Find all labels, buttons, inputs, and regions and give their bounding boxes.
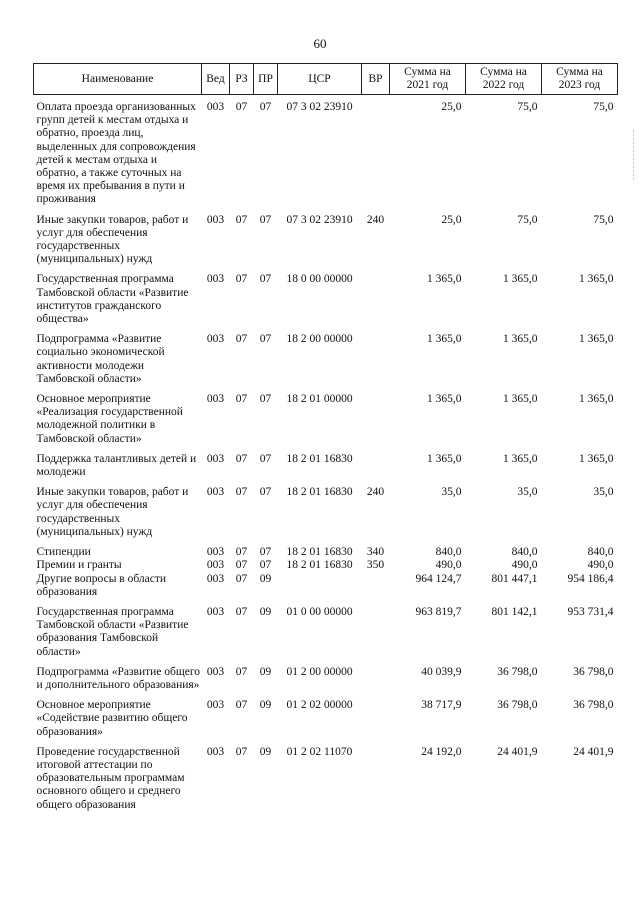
row-ved: 003 — [206, 101, 225, 113]
row-pr: 07 — [259, 546, 272, 559]
table-row — [34, 539, 618, 559]
row-vr — [362, 101, 390, 207]
row-csr: 01 2 02 00000 — [286, 699, 353, 712]
row-csr: 18 2 01 16830 — [286, 559, 353, 572]
row-vr: 340 — [366, 546, 385, 559]
table-body — [34, 95, 618, 812]
row-csr: 07 3 02 23910 — [286, 101, 353, 113]
table-row — [34, 692, 618, 739]
row-sum-2021: 1 365,0 — [427, 333, 462, 346]
row-sum-2021: 40 039,9 — [421, 665, 462, 678]
col-header-sum-2023: Сумма на 2023 год — [542, 64, 618, 95]
table-row — [34, 326, 618, 386]
row-ved: 003 — [206, 546, 225, 559]
row-sum-2021: 38 717,9 — [421, 699, 462, 712]
row-sum-2023: 840,0 — [587, 546, 614, 559]
row-csr: 18 2 01 16830 — [286, 486, 353, 499]
row-vr — [362, 573, 390, 599]
row-rz: 07 — [235, 101, 248, 113]
row-csr: 01 2 00 00000 — [286, 665, 353, 678]
row-sum-2021: 490,0 — [435, 559, 462, 572]
row-sum-2023: 1 365,0 — [579, 273, 614, 286]
row-name: Иные закупки товаров, работ и услуг для обеспечения государственных (муниципальных) нужд — [36, 486, 189, 538]
row-rz: 07 — [235, 273, 248, 286]
row-pr: 07 — [259, 559, 272, 572]
row-ved: 003 — [206, 333, 225, 346]
table-header-row — [34, 64, 618, 95]
row-pr: 07 — [259, 213, 272, 226]
row-pr: 09 — [259, 572, 272, 585]
col-header-pr: ПР — [254, 64, 278, 95]
row-sum-2022: 36 798,0 — [497, 699, 538, 712]
row-pr: 07 — [259, 273, 272, 286]
row-name: Государственная программа Тамбовской области «Развитие образования Тамбовской области» — [36, 605, 189, 658]
row-name: Основное мероприятие «Реализация государственной молодежной политики в Тамбовской области» — [36, 393, 183, 445]
row-csr: 18 2 00 00000 — [286, 333, 353, 346]
row-name: Стипендии — [36, 546, 91, 559]
row-pr: 09 — [259, 665, 272, 678]
row-rz: 07 — [235, 333, 248, 346]
budget-table — [33, 63, 618, 812]
table-row — [34, 573, 618, 599]
row-name: Премии и гранты — [36, 559, 122, 572]
page-number: 60 — [313, 36, 327, 51]
row-pr: 09 — [259, 745, 272, 758]
row-vr — [362, 326, 390, 386]
row-sum-2023: 35,0 — [593, 486, 614, 499]
col-header-csr: ЦСР — [278, 64, 362, 95]
row-sum-2022: 1 365,0 — [503, 273, 538, 286]
row-sum-2022: 1 365,0 — [503, 393, 538, 406]
row-pr: 09 — [259, 605, 272, 618]
row-sum-2023: 1 365,0 — [579, 333, 614, 346]
row-sum-2022: 1 365,0 — [503, 333, 538, 346]
row-ved: 003 — [206, 213, 225, 226]
row-name: Иные закупки товаров, работ и услуг для обеспечения государственных (муниципальных) нужд — [36, 213, 189, 266]
table-row — [34, 207, 618, 267]
row-rz: 07 — [235, 213, 248, 226]
row-sum-2021: 1 365,0 — [427, 452, 462, 465]
row-sum-2023: 36 798,0 — [573, 665, 614, 678]
row-vr — [362, 659, 390, 692]
row-sum-2021: 963 819,7 — [415, 605, 462, 618]
row-sum-2022: 490,0 — [511, 559, 538, 572]
row-sum-2021: 35,0 — [441, 486, 462, 499]
row-csr: 18 2 01 00000 — [286, 393, 353, 406]
row-ved: 003 — [206, 393, 225, 406]
table-row — [34, 599, 618, 659]
row-sum-2022: 840,0 — [511, 546, 538, 559]
row-rz: 07 — [235, 486, 248, 499]
row-sum-2023: 1 365,0 — [579, 393, 614, 406]
table-row — [34, 739, 618, 812]
row-vr — [362, 739, 390, 812]
row-csr: 18 2 01 16830 — [286, 452, 353, 465]
row-vr — [362, 266, 390, 326]
row-csr: 18 0 00 00000 — [286, 273, 353, 286]
row-sum-2021: 1 365,0 — [427, 393, 462, 406]
row-rz: 07 — [235, 452, 248, 465]
col-header-vr: ВР — [362, 64, 390, 95]
row-name: Поддержка талантливых детей и молодежи — [36, 452, 197, 479]
scan-edge-marks — [631, 130, 634, 180]
row-pr: 09 — [259, 699, 272, 712]
row-name: Подпрограмма «Развитие социально экономической активности молодежи Тамбовской области» — [36, 333, 165, 385]
col-header-sum-2021: Сумма на 2021 год — [390, 64, 466, 95]
table-row — [34, 659, 618, 692]
row-csr: 18 2 01 16830 — [286, 546, 353, 559]
row-vr: 350 — [366, 559, 385, 572]
table-row — [34, 559, 618, 572]
row-sum-2022: 801 142,1 — [491, 605, 538, 618]
row-sum-2021: 1 365,0 — [427, 273, 462, 286]
row-sum-2021: 964 124,7 — [415, 572, 462, 585]
row-name: Подпрограмма «Развитие общего и дополнительного образования» — [36, 665, 201, 691]
row-sum-2023: 36 798,0 — [573, 699, 614, 712]
row-ved: 003 — [206, 452, 225, 465]
row-sum-2021: 25,0 — [441, 101, 462, 113]
row-pr: 07 — [259, 101, 272, 113]
row-pr: 07 — [259, 333, 272, 346]
row-rz: 07 — [235, 393, 248, 406]
table-row — [34, 479, 618, 539]
row-name: Основное мероприятие «Содействие развитию общего образования» — [36, 699, 188, 738]
row-name: Другие вопросы в области образования — [36, 572, 167, 598]
row-sum-2022: 35,0 — [517, 486, 538, 499]
row-rz: 07 — [235, 559, 248, 572]
row-ved: 003 — [206, 486, 225, 499]
row-csr: 07 3 02 23910 — [286, 213, 353, 226]
row-rz: 07 — [235, 605, 248, 618]
row-sum-2023: 954 186,4 — [567, 572, 614, 585]
row-name: Оплата проезда организованных групп детей к местам отдыха и обратно, проезда лиц, выделенных для сопровождения детей к местам отдыха и обратно, а также суточных на время их пребывания в пути и проживания — [36, 101, 196, 206]
row-sum-2023: 75,0 — [593, 101, 614, 113]
col-header-ved: Вед — [202, 64, 230, 95]
row-ved: 003 — [206, 572, 225, 585]
row-pr: 07 — [259, 486, 272, 499]
col-header-sum-2022: Сумма на 2022 год — [466, 64, 542, 95]
row-sum-2023: 24 401,9 — [573, 745, 614, 758]
row-sum-2022: 801 447,1 — [491, 572, 538, 585]
row-ved: 003 — [206, 665, 225, 678]
row-sum-2022: 1 365,0 — [503, 452, 538, 465]
row-ved: 003 — [206, 745, 225, 758]
table-row — [34, 266, 618, 326]
row-sum-2021: 24 192,0 — [421, 745, 462, 758]
row-rz: 07 — [235, 699, 248, 712]
row-vr — [362, 446, 390, 479]
row-rz: 07 — [235, 546, 248, 559]
row-vr: 240 — [366, 213, 385, 226]
row-sum-2023: 490,0 — [587, 559, 614, 572]
row-sum-2021: 840,0 — [435, 546, 462, 559]
row-ved: 003 — [206, 273, 225, 286]
row-ved: 003 — [206, 605, 225, 618]
row-rz: 07 — [235, 665, 248, 678]
table-row — [34, 446, 618, 479]
row-vr — [362, 599, 390, 659]
row-sum-2021: 25,0 — [441, 213, 462, 226]
row-ved: 003 — [206, 559, 225, 572]
row-sum-2023: 1 365,0 — [579, 452, 614, 465]
row-rz: 07 — [235, 572, 248, 585]
row-rz: 07 — [235, 745, 248, 758]
row-vr: 240 — [366, 486, 385, 499]
col-header-rz: РЗ — [230, 64, 254, 95]
row-sum-2022: 75,0 — [517, 101, 538, 113]
row-csr — [278, 573, 362, 599]
table-row — [34, 101, 618, 207]
row-vr — [362, 386, 390, 446]
row-csr: 01 0 00 00000 — [286, 605, 353, 618]
row-sum-2022: 36 798,0 — [497, 665, 538, 678]
row-sum-2022: 75,0 — [517, 213, 538, 226]
row-sum-2023: 953 731,4 — [567, 605, 614, 618]
table-row — [34, 386, 618, 446]
row-csr: 01 2 02 11070 — [286, 745, 353, 758]
row-pr: 07 — [259, 393, 272, 406]
row-name: Проведение государственной итоговой аттестации по образовательным программам основного общего и среднего общего образования — [36, 745, 185, 811]
row-sum-2023: 75,0 — [593, 213, 614, 226]
row-name: Государственная программа Тамбовской области «Развитие институтов гражданского общества» — [36, 273, 189, 326]
row-sum-2022: 24 401,9 — [497, 745, 538, 758]
row-ved: 003 — [206, 699, 225, 712]
row-pr: 07 — [259, 452, 272, 465]
col-header-name: Наименование — [34, 64, 202, 95]
row-vr — [362, 692, 390, 739]
